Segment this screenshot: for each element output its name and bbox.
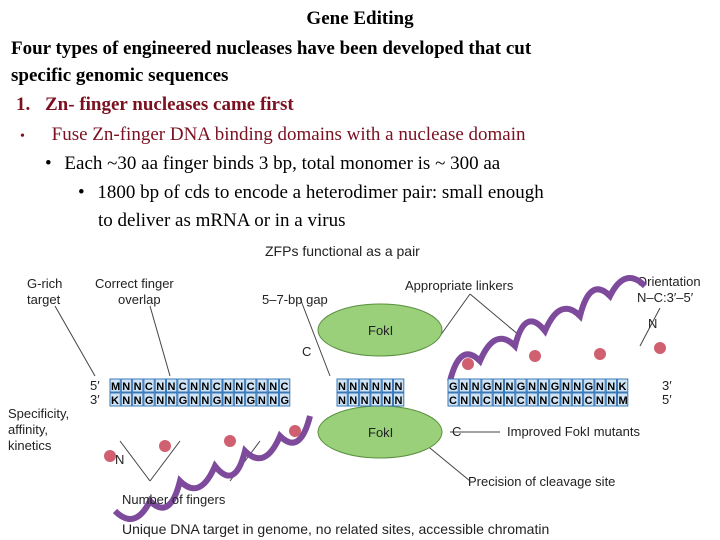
dna-duplex — [110, 379, 628, 407]
dna-base: N — [505, 381, 514, 393]
bullet-1 — [20, 124, 526, 146]
dna-base: G — [584, 381, 594, 393]
three-prime-left: 3′ — [90, 392, 100, 407]
slide-title: Gene Editing — [306, 8, 414, 29]
c-bottom-label: C — [452, 424, 462, 439]
bullet-3-marker: • — [78, 182, 85, 203]
label-kinetics: kinetics — [8, 438, 52, 453]
bullet-1-text: Fuse Zn-finger DNA binding domains with a nuclease domain — [51, 124, 526, 145]
dna-base: N — [494, 395, 503, 407]
label-orientation-value: N–C:3′–5′ — [637, 290, 694, 305]
n-top-label: N — [648, 316, 658, 331]
dna-base: N — [360, 381, 369, 393]
dna-base: C — [178, 381, 187, 393]
dna-base: N — [528, 381, 537, 393]
dna-base: N — [562, 381, 570, 393]
dna-base: N — [224, 381, 232, 393]
top-right-fingers — [450, 278, 666, 381]
dna-base: N — [269, 381, 278, 393]
dna-base: C — [144, 381, 153, 393]
dna-base: N — [349, 381, 358, 393]
dna-base: C — [516, 395, 525, 407]
item-1-text: Zn- finger nucleases came first — [45, 94, 294, 115]
dna-base: N — [201, 395, 210, 407]
dna-base: C — [550, 395, 559, 407]
item-1 — [16, 94, 294, 116]
dna-base: N — [573, 381, 582, 393]
dna-base: N — [338, 395, 346, 407]
dna-base: N — [562, 395, 570, 407]
dna-base: G — [212, 395, 222, 407]
item-1-number: 1. — [16, 94, 31, 115]
dna-base: G — [482, 381, 492, 393]
dna-base: N — [257, 381, 266, 393]
label-bottom-caption: Unique DNA target in genome, no related sites, accessible chromatin — [122, 521, 550, 537]
bullet-3 — [78, 182, 544, 204]
dna-base: N — [201, 381, 210, 393]
label-affinity: affinity, — [8, 422, 48, 437]
dna-base: N — [190, 381, 199, 393]
dna-base: K — [618, 381, 627, 393]
dna-base: N — [122, 395, 131, 407]
dna-base: N — [471, 381, 480, 393]
dna-base: C — [584, 395, 593, 407]
dna-base: N — [167, 395, 176, 407]
dna-base: N — [190, 395, 199, 407]
dna-base: N — [528, 395, 537, 407]
dna-base: N — [394, 381, 403, 393]
dna-base: N — [156, 381, 165, 393]
dna-base: N — [539, 395, 548, 407]
bullet-2 — [45, 153, 500, 175]
label-grich: G-rich — [27, 276, 63, 291]
dna-base: G — [550, 381, 560, 393]
dna-base: N — [394, 395, 403, 407]
five-prime-left: 5′ — [90, 378, 100, 393]
dna-base: N — [383, 381, 392, 393]
label-precision: Precision of cleavage site — [468, 474, 616, 489]
dna-base: C — [449, 395, 457, 407]
dna-base: C — [280, 381, 289, 393]
label-improved-foki: Improved FokI mutants — [507, 424, 640, 439]
dna-base: G — [449, 381, 458, 393]
label-overlap: overlap — [118, 292, 161, 307]
label-specificity: Specificity, — [8, 406, 70, 421]
label-linkers: Appropriate linkers — [405, 278, 514, 293]
dna-base: N — [607, 395, 616, 407]
dna-base: N — [235, 381, 244, 393]
dna-base: N — [505, 395, 514, 407]
intro-line-1: Four types of engineered nucleases have been developed that cut — [11, 38, 532, 59]
dna-base: N — [383, 395, 392, 407]
bullet-3-text-1: 1800 bp of cds to encode a heterodimer pair: small enough — [97, 182, 544, 203]
three-prime-right: 3′ — [662, 378, 672, 393]
foki-bottom-label: FokI — [368, 425, 394, 440]
dna-base: N — [371, 395, 380, 407]
c-top-label: C — [302, 344, 312, 359]
dna-base: K — [111, 395, 119, 407]
label-target: target — [27, 292, 61, 307]
dna-base: N — [471, 395, 480, 407]
dna-base: G — [246, 395, 256, 407]
foki-top-label: FokI — [368, 323, 394, 338]
dna-base: M — [111, 381, 121, 393]
five-prime-right: 5′ — [662, 392, 672, 407]
label-gap: 5–7-bp gap — [262, 292, 328, 307]
dna-base: G — [144, 395, 154, 407]
dna-base: N — [235, 395, 244, 407]
label-orientation: Orientation — [637, 274, 701, 289]
label-correct-finger: Correct finger — [95, 276, 174, 291]
label-number-of-fingers: Number of fingers — [122, 492, 226, 507]
dna-base: C — [482, 395, 491, 407]
dna-base: C — [212, 381, 221, 393]
dna-base: G — [178, 395, 188, 407]
dna-base: N — [156, 395, 165, 407]
dna-base: N — [539, 381, 548, 393]
dna-base: N — [349, 395, 358, 407]
dna-base: N — [133, 395, 142, 407]
dna-base: N — [573, 395, 582, 407]
n-bottom-label: N — [115, 452, 125, 467]
dna-base: N — [133, 381, 142, 393]
dna-base: G — [516, 381, 526, 393]
dna-base: N — [460, 395, 469, 407]
dna-base: C — [246, 381, 255, 393]
dna-base: N — [167, 381, 176, 393]
dna-base: N — [269, 395, 278, 407]
bullet-2-marker: • — [45, 153, 52, 174]
zfp-diagram — [0, 236, 720, 540]
dna-base: N — [224, 395, 232, 407]
bullet-3-text-2: to deliver as mRNA or in a virus — [98, 210, 346, 231]
dna-base: N — [122, 381, 131, 393]
dna-base: M — [618, 395, 628, 407]
dna-base: N — [360, 395, 369, 407]
dna-base: G — [280, 395, 290, 407]
dna-base: N — [371, 381, 380, 393]
dna-base: N — [338, 381, 346, 393]
dna-base: N — [595, 381, 604, 393]
dna-base: N — [607, 381, 616, 393]
dna-base: N — [494, 381, 503, 393]
dna-base: N — [257, 395, 266, 407]
bullet-1-marker: • — [20, 129, 25, 144]
diagram-heading: ZFPs functional as a pair — [265, 243, 420, 259]
dna-base: N — [595, 395, 604, 407]
dna-base: N — [460, 381, 469, 393]
bullet-2-text: Each ~30 aa finger binds 3 bp, total monomer is ~ 300 aa — [64, 153, 501, 174]
intro-line-2: specific genomic sequences — [11, 65, 229, 86]
